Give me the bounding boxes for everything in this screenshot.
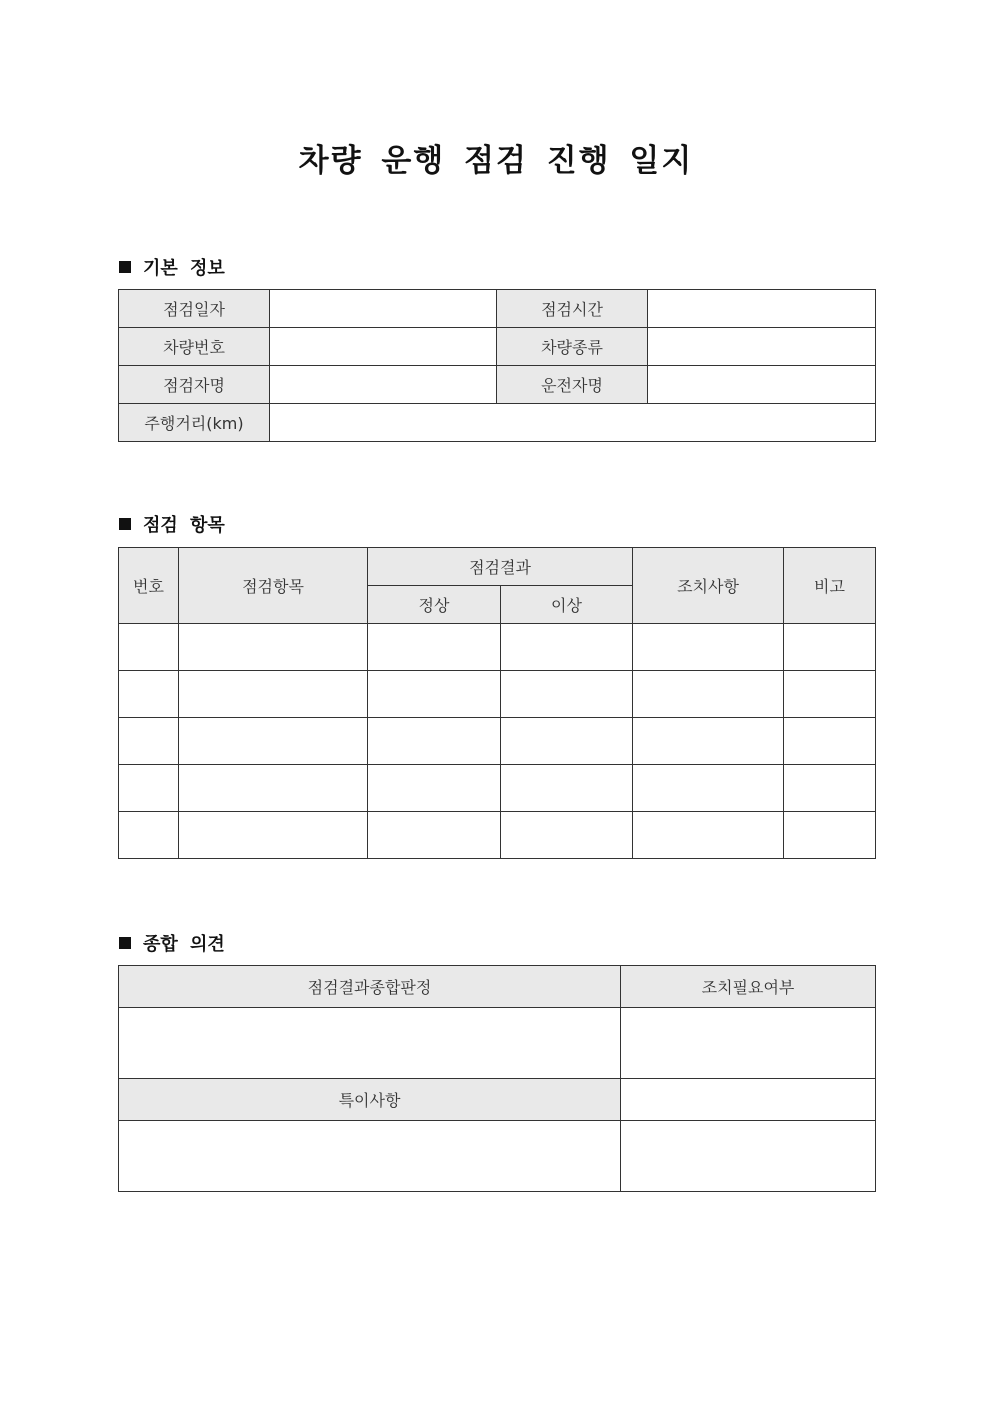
row-number-cell[interactable] bbox=[119, 718, 179, 765]
inspection-date-label: 점검일자 bbox=[119, 290, 270, 328]
overall-opinion-table bbox=[118, 965, 876, 1192]
row-remarks-cell[interactable] bbox=[784, 671, 876, 718]
section-heading-inspection-items bbox=[119, 511, 225, 537]
basic-info-table bbox=[118, 289, 876, 442]
vehicle-type-label: 차량종류 bbox=[497, 328, 648, 366]
section-heading-label: 기본 정보 bbox=[143, 258, 225, 279]
table-row bbox=[119, 328, 876, 366]
row-number-cell[interactable] bbox=[119, 765, 179, 812]
page-title: 차량 운행 점검 진행 일지 bbox=[298, 143, 694, 179]
inspector-name-label: 점검자명 bbox=[119, 366, 270, 404]
section-heading-label: 종합 의견 bbox=[143, 934, 225, 955]
row-remarks-cell[interactable] bbox=[784, 765, 876, 812]
overall-judgment-label: 점검결과종합판정 bbox=[119, 966, 621, 1008]
row-remarks-cell[interactable] bbox=[784, 812, 876, 859]
row-abnormal-cell[interactable] bbox=[501, 671, 633, 718]
row-remarks-cell[interactable] bbox=[784, 624, 876, 671]
row-number-cell[interactable] bbox=[119, 812, 179, 859]
row-item-cell[interactable] bbox=[179, 671, 368, 718]
table-header-row bbox=[119, 548, 876, 586]
column-header-action: 조치사항 bbox=[633, 548, 784, 624]
row-normal-cell[interactable] bbox=[368, 765, 501, 812]
driver-name-label: 운전자명 bbox=[497, 366, 648, 404]
table-row bbox=[119, 812, 876, 859]
overall-judgment-field[interactable] bbox=[119, 1008, 621, 1079]
row-action-cell[interactable] bbox=[633, 718, 784, 765]
row-abnormal-cell[interactable] bbox=[501, 765, 633, 812]
row-abnormal-cell[interactable] bbox=[501, 718, 633, 765]
row-item-cell[interactable] bbox=[179, 624, 368, 671]
column-header-result: 점검결과 bbox=[368, 548, 633, 586]
inspection-time-field[interactable] bbox=[648, 290, 876, 328]
vehicle-number-field[interactable] bbox=[270, 328, 497, 366]
row-action-cell[interactable] bbox=[633, 671, 784, 718]
section-heading-label: 점검 항목 bbox=[143, 515, 225, 536]
column-header-remarks: 비고 bbox=[784, 548, 876, 624]
row-action-cell[interactable] bbox=[633, 624, 784, 671]
row-abnormal-cell[interactable] bbox=[501, 624, 633, 671]
row-item-cell[interactable] bbox=[179, 765, 368, 812]
vehicle-number-label: 차량번호 bbox=[119, 328, 270, 366]
square-bullet-icon bbox=[119, 937, 131, 949]
inspection-date-field[interactable] bbox=[270, 290, 497, 328]
special-notes-field[interactable] bbox=[119, 1121, 621, 1192]
table-row bbox=[119, 1008, 876, 1079]
section-heading-overall-opinion bbox=[119, 930, 225, 956]
inspector-name-field[interactable] bbox=[270, 366, 497, 404]
table-row bbox=[119, 718, 876, 765]
column-header-item: 점검항목 bbox=[179, 548, 368, 624]
row-remarks-cell[interactable] bbox=[784, 718, 876, 765]
row-item-cell[interactable] bbox=[179, 812, 368, 859]
table-header-row bbox=[119, 966, 876, 1008]
table-row bbox=[119, 366, 876, 404]
inspection-items-table bbox=[118, 547, 876, 859]
row-normal-cell[interactable] bbox=[368, 624, 501, 671]
row-normal-cell[interactable] bbox=[368, 718, 501, 765]
section-heading-basic-info bbox=[119, 254, 225, 280]
row-normal-cell[interactable] bbox=[368, 812, 501, 859]
table-row bbox=[119, 624, 876, 671]
column-header-normal: 정상 bbox=[368, 586, 501, 624]
row-number-cell[interactable] bbox=[119, 671, 179, 718]
mileage-label: 주행거리(km) bbox=[119, 404, 270, 442]
square-bullet-icon bbox=[119, 518, 131, 530]
table-row bbox=[119, 404, 876, 442]
action-needed-label: 조치필요여부 bbox=[621, 966, 876, 1008]
row-abnormal-cell[interactable] bbox=[501, 812, 633, 859]
vehicle-type-field[interactable] bbox=[648, 328, 876, 366]
special-notes-body-side-field[interactable] bbox=[621, 1121, 876, 1192]
row-action-cell[interactable] bbox=[633, 765, 784, 812]
table-row bbox=[119, 290, 876, 328]
driver-name-field[interactable] bbox=[648, 366, 876, 404]
action-needed-field[interactable] bbox=[621, 1008, 876, 1079]
column-header-abnormal: 이상 bbox=[501, 586, 633, 624]
table-header-row bbox=[119, 1079, 876, 1121]
row-action-cell[interactable] bbox=[633, 812, 784, 859]
column-header-number: 번호 bbox=[119, 548, 179, 624]
table-row bbox=[119, 1121, 876, 1192]
table-row bbox=[119, 765, 876, 812]
mileage-field[interactable] bbox=[270, 404, 876, 442]
special-notes-side-field[interactable] bbox=[621, 1079, 876, 1121]
row-normal-cell[interactable] bbox=[368, 671, 501, 718]
table-row bbox=[119, 671, 876, 718]
square-bullet-icon bbox=[119, 261, 131, 273]
row-number-cell[interactable] bbox=[119, 624, 179, 671]
row-item-cell[interactable] bbox=[179, 718, 368, 765]
special-notes-label: 특이사항 bbox=[119, 1079, 621, 1121]
inspection-time-label: 점검시간 bbox=[497, 290, 648, 328]
